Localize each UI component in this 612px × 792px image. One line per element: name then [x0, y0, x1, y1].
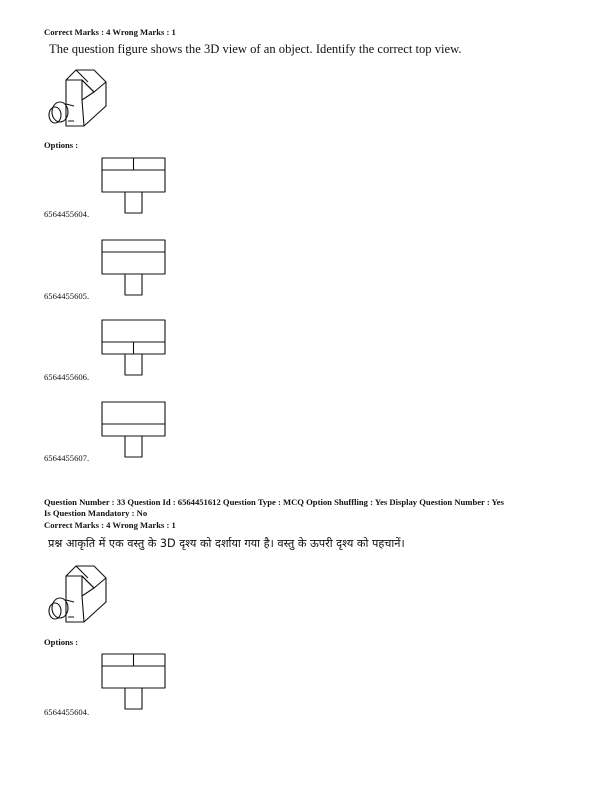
q1-option-4-id: 6564455607.: [44, 453, 90, 463]
q2-option-1-id: 6564455604.: [44, 707, 90, 717]
q1-option-2-figure[interactable]: [100, 238, 170, 298]
q2-meta-line-2: Is Question Mandatory : No: [44, 508, 148, 518]
q2-option-1-figure[interactable]: [100, 652, 170, 712]
q1-options-label: Options :: [44, 140, 79, 150]
q2-3d-object-figure: [44, 562, 114, 632]
q2-question-text: प्रश्न आकृति में एक वस्तु के 3D दृश्य को दर्शाया गया है। वस्तु के ऊपरी दृश्य को पहचानें।: [48, 537, 405, 550]
q1-3d-object-figure: [44, 66, 114, 136]
q1-question-text: The question figure shows the 3D view of an object. Identify the correct top view.: [49, 42, 462, 56]
q2-options-label: Options :: [44, 637, 79, 647]
q2-meta-line-1: Question Number : 33 Question Id : 6564451612 Question Type : MCQ Option Shuffling : Yes Display Question Number : Yes: [44, 497, 504, 507]
q1-option-1-id: 6564455604.: [44, 209, 90, 219]
q2-marks: Correct Marks : 4 Wrong Marks : 1: [44, 520, 176, 530]
q1-option-3-id: 6564455606.: [44, 372, 90, 382]
q1-option-4-figure[interactable]: [100, 400, 170, 460]
q1-option-1-figure[interactable]: [100, 156, 170, 216]
q1-option-2-id: 6564455605.: [44, 291, 90, 301]
q1-marks: Correct Marks : 4 Wrong Marks : 1: [44, 27, 176, 37]
q1-option-3-figure[interactable]: [100, 318, 170, 378]
